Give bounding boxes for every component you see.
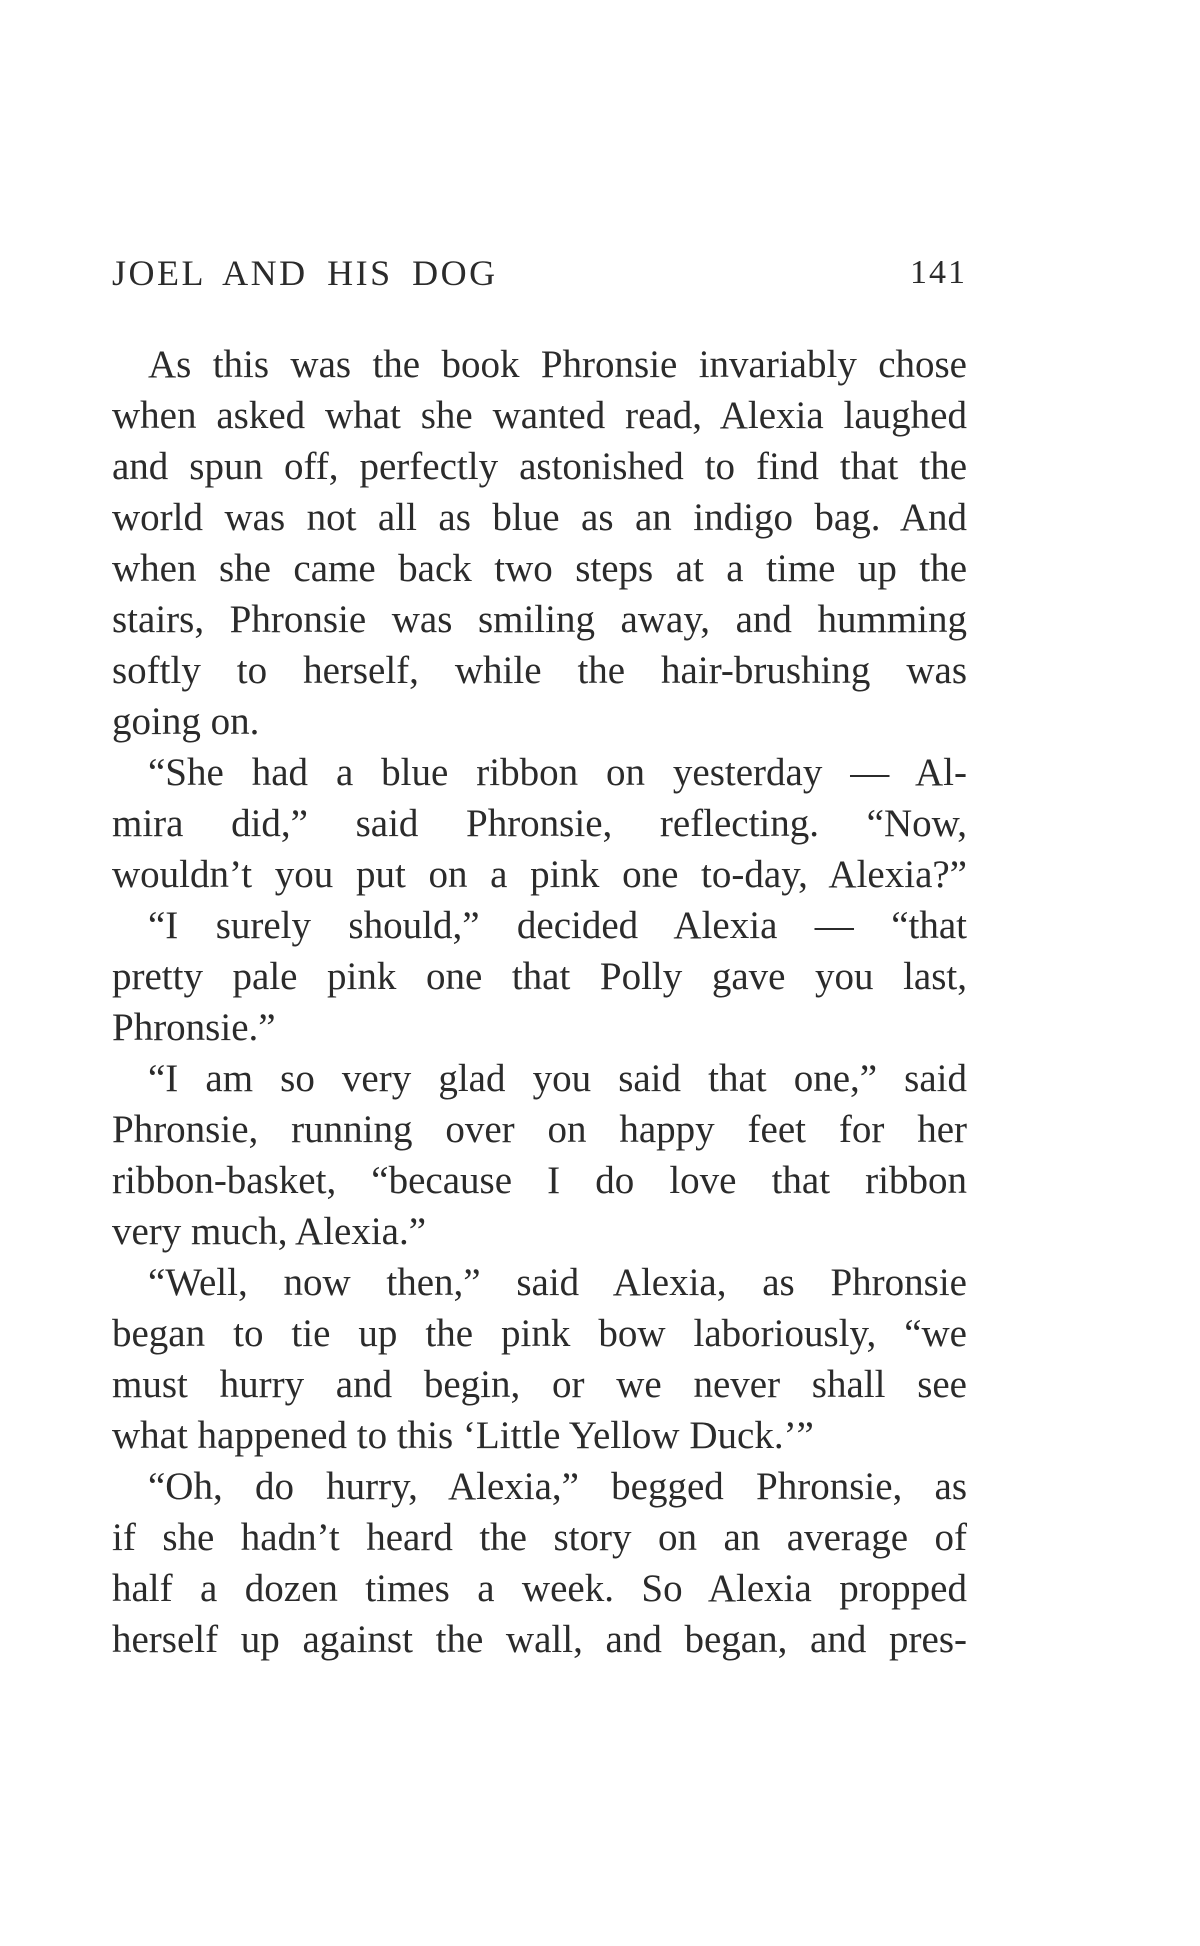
text-line: half a dozen times a week. So Alexia propped xyxy=(112,1567,967,1610)
text-line: if she hadn’t heard the story on an average of xyxy=(112,1516,967,1559)
text-line: “Well, now then,” said Alexia, as Phronsie xyxy=(148,1261,967,1304)
text-line: pretty pale pink one that Polly gave you last, xyxy=(112,955,967,998)
text-line: world was not all as blue as an indigo bag. And xyxy=(112,496,967,539)
text-line: Phronsie.” xyxy=(112,1006,276,1049)
text-line: softly to herself, while the hair-brushing was xyxy=(112,649,967,692)
text-line: As this was the book Phronsie invariably chose xyxy=(148,343,967,386)
body-text xyxy=(112,339,967,1665)
text-line: “Oh, do hurry, Alexia,” begged Phronsie, as xyxy=(148,1465,967,1508)
text-line: wouldn’t you put on a pink one to-day, Alexia?” xyxy=(112,853,967,896)
text-line: when asked what she wanted read, Alexia laughed xyxy=(112,394,967,437)
text-line: very much, Alexia.” xyxy=(112,1210,427,1253)
text-line: ribbon-basket, “because I do love that ribbon xyxy=(112,1159,967,1202)
text-line: herself up against the wall, and began, and pres- xyxy=(112,1618,967,1661)
text-line: going on. xyxy=(112,700,260,743)
text-line: stairs, Phronsie was smiling away, and humming xyxy=(112,598,967,641)
running-title: JOEL AND HIS DOG xyxy=(112,253,498,293)
text-line: mira did,” said Phronsie, reflecting. “Now, xyxy=(112,802,967,845)
running-head xyxy=(112,248,967,298)
text-line: when she came back two steps at a time up the xyxy=(112,547,967,590)
text-line: “I am so very glad you said that one,” said xyxy=(148,1057,967,1100)
text-line: “She had a blue ribbon on yesterday — Al- xyxy=(148,751,967,794)
text-line: must hurry and begin, or we never shall see xyxy=(112,1363,967,1406)
text-line: Phronsie, running over on happy feet for her xyxy=(112,1108,967,1151)
page-number: 141 xyxy=(910,254,967,291)
text-line: what happened to this ‘Little Yellow Duck.’” xyxy=(112,1414,814,1457)
text-line: began to tie up the pink bow laboriously, “we xyxy=(112,1312,967,1355)
text-line: and spun off, perfectly astonished to find that the xyxy=(112,445,967,488)
text-line: “I surely should,” decided Alexia — “that xyxy=(148,904,967,947)
